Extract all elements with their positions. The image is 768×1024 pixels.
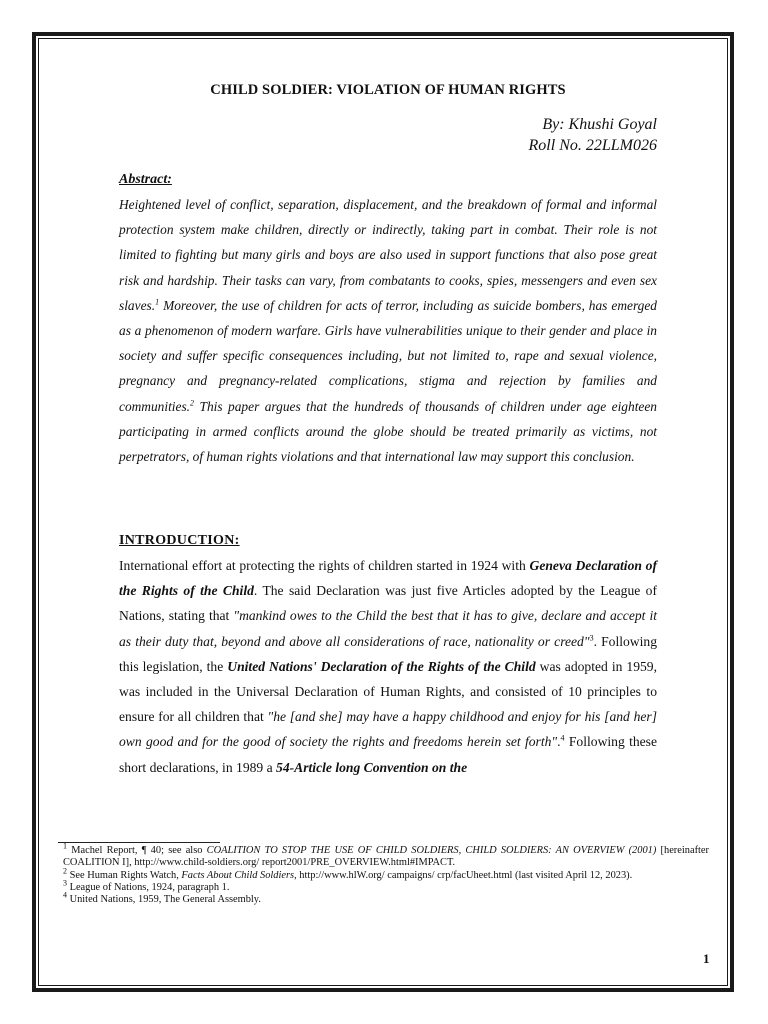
introduction-text [119,553,657,780]
footnote-2-text-b: , http://www.hlW.org/ campaigns/ crp/facUheet.html (last visited April 12, 2023). [294,869,633,881]
footnote-4 [63,890,709,906]
abstract-heading: Abstract: [119,172,172,187]
intro-text-6: Following these short declarations, in 1989 a [119,734,657,775]
abstract-part-2: Moreover, the use of children for acts of terror, including as suicide bombers, has emerged as a phenomenon of modern warfare. Girls have vulnerabilities unique to their gender and place in society and suffer specific consequences including, but not limited to, rape and sexual violence, pregnancy and pregnancy-related complications, stigma and rejection by families and communities. [119,297,657,414]
abstract-text [119,192,657,469]
introduction-heading: INTRODUCTION: [119,533,240,548]
footnote-ref-3: 3 [589,633,594,643]
footnote-ref-4: 4 [560,733,565,743]
intro-text-5: . [557,734,561,750]
intro-text-2: . The said Declaration was just five Articles adopted by the League of Nations, stating that [119,583,658,624]
footnote-separator [58,842,220,843]
footnotes [63,841,709,906]
intro-emphasis-un: United Nations' Declaration of the Rights of the Child [227,658,536,674]
footnote-1-italic: COALITION TO STOP THE USE OF CHILD SOLDIERS, CHILD SOLDIERS: AN OVERVIEW (2001) [206,845,657,856]
footnote-3-number: 3 [63,878,67,888]
footnote-2-text-a: See Human Rights Watch, [67,869,182,881]
author-name: By: Khushi Goyal [542,116,657,133]
footnote-4-text: United Nations, 1959, The General Assembly. [67,894,261,906]
byline [529,114,657,156]
roll-number: Roll No. 22LLM026 [528,137,657,154]
intro-emphasis-geneva: Geneva Declaration of the Rights of the Child [119,558,657,599]
footnote-4-number: 4 [63,890,67,900]
footnote-ref-2: 2 [190,398,195,408]
footnote-2-italic: Facts About Child Soldiers [181,869,295,881]
intro-quote-1: "mankind owes to the Child the best that it has to give, declare and accept it as their duty that, beyond and above all considerations of race, nationality or creed" [119,608,657,649]
footnote-1-number: 1 [63,841,67,851]
intro-text-4: was adopted in 1959, was included in the Universal Declaration of Human Rights, and consisted of 10 principles to ensure for all children that [119,658,657,725]
abstract-part-3: This paper argues that the hundreds of thousands of children under age eighteen participating in armed conflicts around the globe should be treated primarily as victims, not perpetrators, of human rights violations and that international law may support this conclusion. [119,398,657,465]
footnote-2-number: 2 [63,866,67,876]
footnote-2 [63,866,709,882]
footnote-1 [63,841,709,870]
abstract-part-1: Heightened level of conflict, separation, displacement, and the breakdown of formal and informal protection system make children, directly or indirectly, taking part in combat. Their role is not limited to fighting but many girls and boys are also used in support functions that also pose great risk and hardship. Their tasks can vary, from combatants to cooks, spies, messengers and even sex slaves. [119,197,657,313]
intro-quote-2: "he [and she] may have a happy childhood and enjoy for his [and her] own good and for the good of society the rights and freedoms herein set forth" [119,709,657,750]
footnote-3 [63,878,709,894]
page-number: 1 [703,951,710,966]
footnote-1-text-b: [hereinafter COALITION I], http://www.child-soldiers.org/ report2001/PRE_OVERVIEW.html#IMPACT. [63,845,709,869]
intro-emphasis-convention: 54-Article long Convention on the [276,759,468,775]
intro-text-3: . Following this legislation, the [119,633,657,674]
footnote-3-text: League of Nations, 1924, paragraph 1. [67,881,230,893]
paper-title: CHILD SOLDIER: VIOLATION OF HUMAN RIGHTS [210,82,566,98]
footnote-1-text-a: Machel Report, ¶ 40; see also [67,845,207,856]
intro-text-1: International effort at protecting the rights of children started in 1924 with [119,558,530,573]
footnote-ref-1: 1 [155,297,160,307]
